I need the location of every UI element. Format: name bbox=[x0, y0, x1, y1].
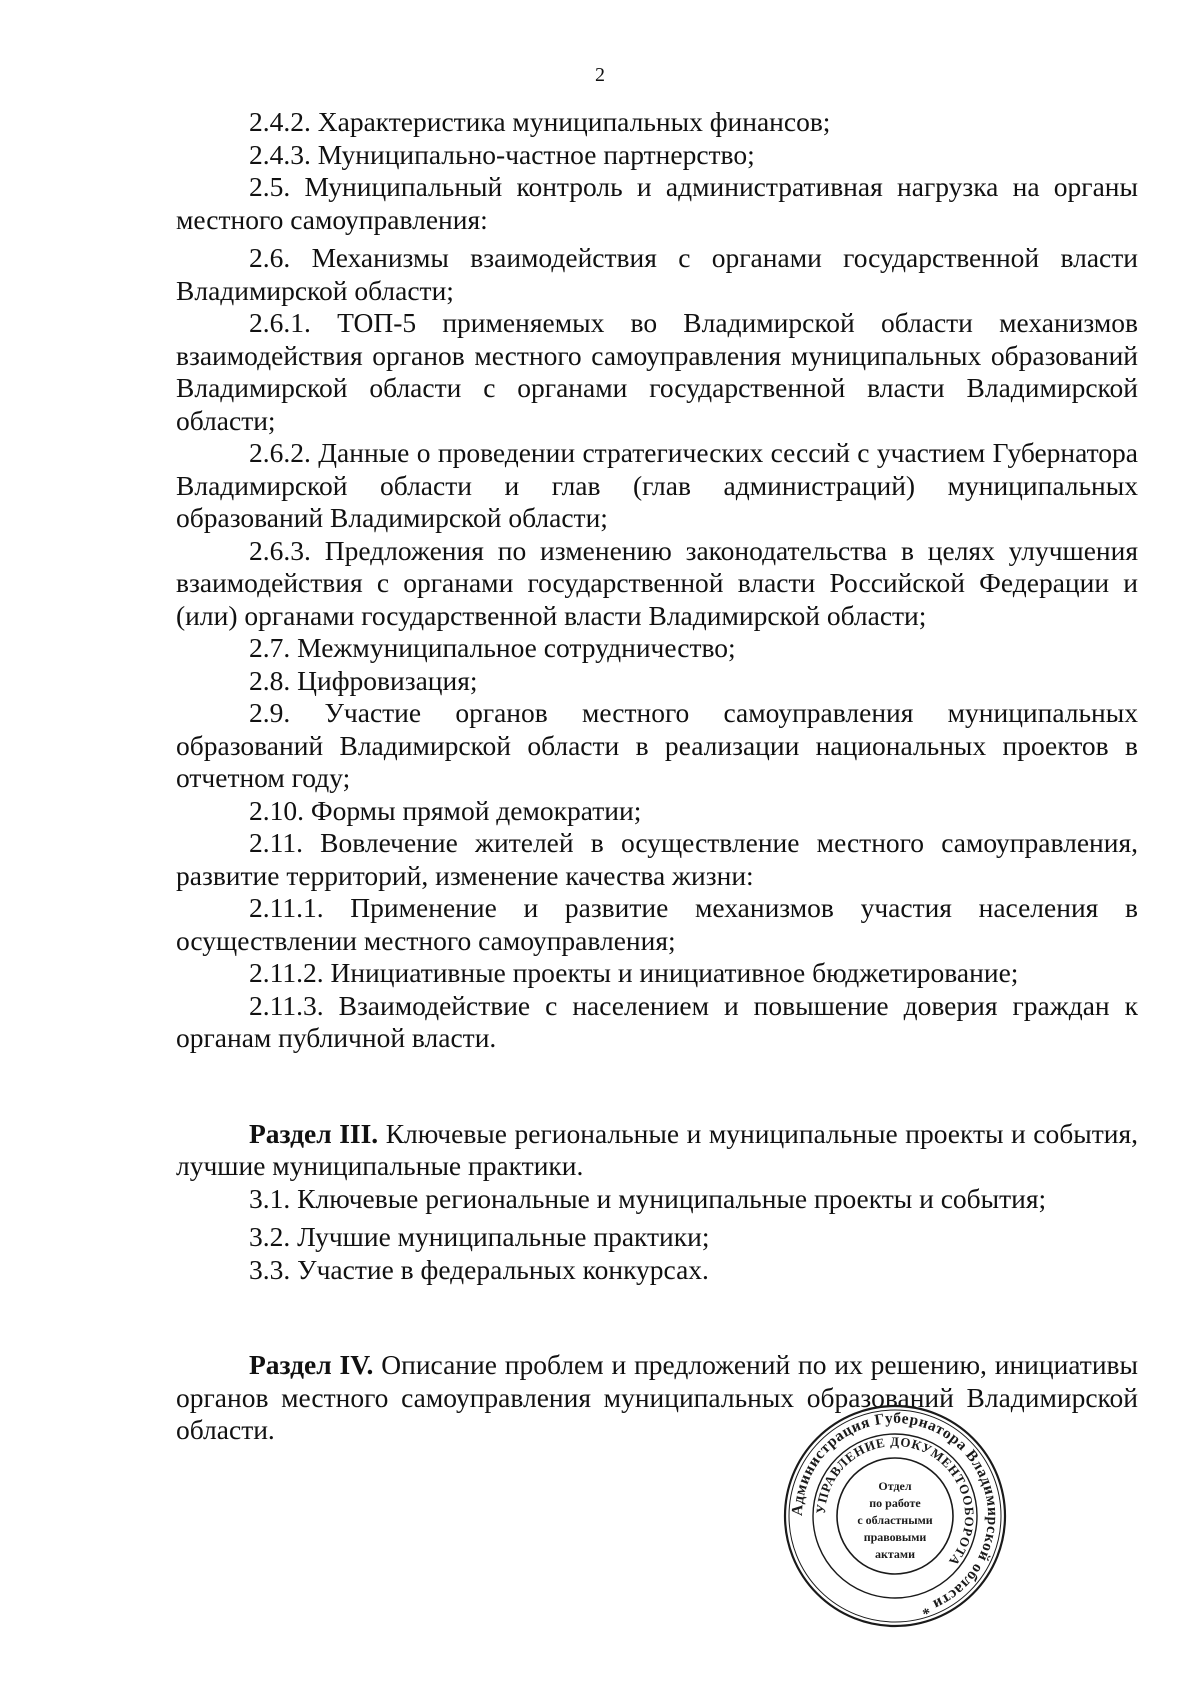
document-body bbox=[176, 106, 1138, 1447]
paragraph-2-6-3: 2.6.3. Предложения по изменению законодательства в целях улучшения взаимодействия с органами государственной власти Российской Федерации и (или) органами государственной власти Владимирской области; bbox=[176, 534, 1138, 631]
paragraph-2-11-3: 2.11.3. Взаимодействие с населением и повышение доверия граждан к органам публичной власти. bbox=[176, 989, 1138, 1053]
section-4-title: Описание проблем и предложений по их решению, инициативы органов местного самоуправления муниципальных образований Владимирской области. bbox=[176, 1349, 1139, 1445]
paragraph-2-4-3: 2.4.3. Муниципально-частное партнерство; bbox=[249, 138, 755, 170]
paragraph-2-11: 2.11. Вовлечение жителей в осуществление местного самоуправления, развитие территорий, изменение качества жизни: bbox=[176, 827, 1138, 891]
paragraph-3-3: 3.3. Участие в федеральных конкурсах. bbox=[249, 1253, 709, 1285]
section-4-label: Раздел IV. bbox=[249, 1349, 374, 1380]
paragraph-2-8: 2.8. Цифровизация; bbox=[249, 664, 478, 696]
paragraph-2-6-2: 2.6.2. Данные о проведении стратегических сессий с участием Губернатора Владимирской области и глав (глав администраций) муниципальных образований Владимирской области; bbox=[176, 437, 1138, 533]
official-stamp bbox=[782, 1403, 1008, 1629]
paragraph-2-4-2: 2.4.2. Характеристика муниципальных финансов; bbox=[249, 106, 831, 137]
stamp-center-line-5: актами bbox=[874, 1547, 916, 1561]
paragraph-2-11-1: 2.11.1. Применение и развитие механизмов участия населения в осуществлении местного самоуправления; bbox=[176, 892, 1138, 956]
stamp-center-line-3: с областными bbox=[857, 1513, 933, 1527]
stamp-inner-ring-text: УПРАВЛЕНИЕ ДОКУМЕНТООБОРОТА bbox=[812, 1433, 978, 1570]
paragraph-2-11-2: 2.11.2. Инициативные проекты и инициативное бюджетирование; bbox=[249, 957, 1019, 988]
paragraph-2-7: 2.7. Межмуниципальное сотрудничество; bbox=[249, 632, 736, 663]
paragraph-3-2: 3.2. Лучшие муниципальные практики; bbox=[249, 1221, 710, 1252]
paragraph-2-10: 2.10. Формы прямой демократии; bbox=[249, 794, 642, 826]
stamp-center-line-2: по работе bbox=[869, 1496, 921, 1510]
section-3-title: Ключевые региональные и муниципальные проекты и события, лучшие муниципальные практики. bbox=[176, 1117, 1138, 1181]
paragraph-2-6: 2.6. Механизмы взаимодействия с органами государственной власти Владимирской области; bbox=[176, 242, 1138, 306]
stamp-center-line-1: Отдел bbox=[878, 1479, 912, 1493]
page-number: 2 bbox=[595, 64, 605, 86]
stamp-outer-text: Администрация Губернатора Владимирской области * bbox=[788, 1409, 1002, 1619]
section-3-label: Раздел III. bbox=[249, 1117, 379, 1149]
paragraph-3-1: 3.1. Ключевые региональные и муниципальные проекты и события; bbox=[249, 1182, 1047, 1214]
paragraph-2-5: 2.5. Муниципальный контроль и административная нагрузка на органы местного самоуправления: bbox=[176, 171, 1138, 235]
paragraph-2-6-1: 2.6.1. ТОП-5 применяемых во Владимирской области механизмов взаимодействия органов местного самоуправления муниципальных образований Владимирской области с органами государственной власти Владимирской области; bbox=[176, 307, 1138, 436]
section-3-heading bbox=[176, 1118, 1138, 1183]
paragraph-2-9: 2.9. Участие органов местного самоуправления муниципальных образований Владимирской области в реализации национальных проектов в отчетном году; bbox=[176, 697, 1138, 793]
stamp-center-line-4: правовыми bbox=[863, 1530, 927, 1544]
